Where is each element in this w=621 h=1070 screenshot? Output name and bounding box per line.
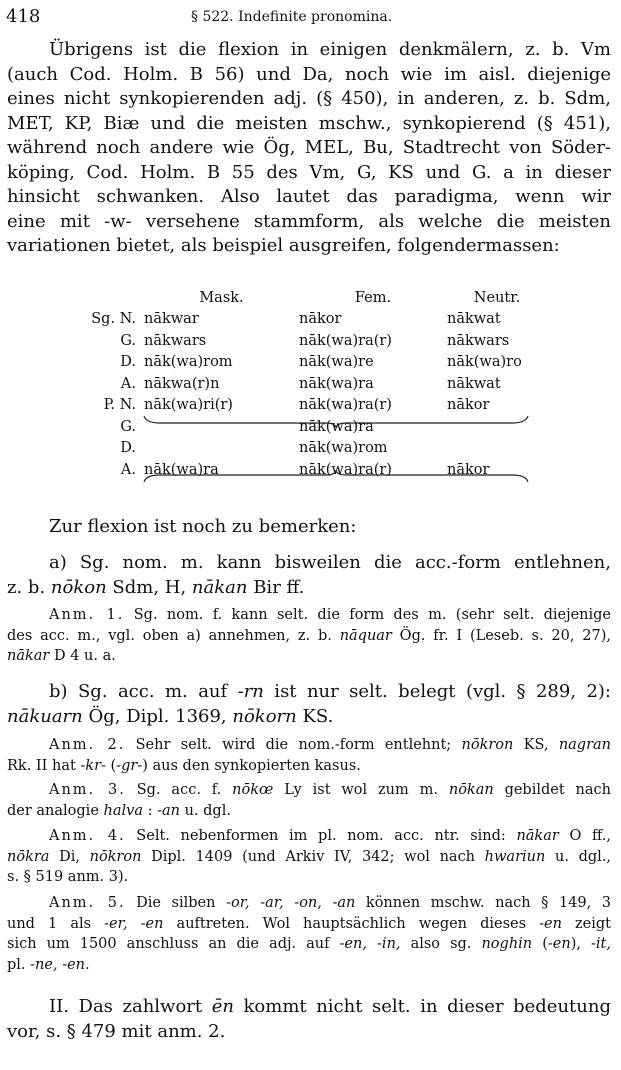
anmerkung-3: Anm. 3. Sg. acc. f. nōkœ Ly ist wol zum m. nōkan gebildet nach der analogie halva : -an u. dgl. (7, 782, 611, 819)
form-fem: nākor (299, 311, 342, 328)
paradigm-row (70, 373, 547, 395)
form-fem: nāk(wa)ra (299, 418, 374, 435)
paradigm-table (70, 287, 547, 481)
form-fem: nāk(wa)ra (299, 375, 374, 392)
case-label: Sg. N. (91, 311, 136, 328)
form-fem: nāk(wa)rom (299, 440, 388, 457)
anmerkung-4: Anm. 4. Selt. nebenformen im pl. nom. acc. ntr. sind: nākar O ff., nōkra Di, nōkron Dipl. 1409 (und Arkiv IV, 342; wol nach hwariun u. dgl., s. § 519 anm. 3). (7, 828, 611, 885)
anmerkung-5: Anm. 5. Die silben -or, -ar, -on, -an können mschw. nach § 149, 3 und 1 als -er, -en auftreten. Wol hauptsächlich wegen dieses -en zeigt sich um 1500 anschluss an die adj. auf -en, -in, also sg. noghin (-en), -it, pl. -ne, -en. (7, 895, 612, 973)
intro-line: eines nicht synkopierenden adj. (§ 450), in anderen, z. b. Sdm, (7, 88, 611, 109)
anmerkung-2: Anm. 2. Sehr selt. wird die nom.-form entlehnt; nōkron KS, nagran Rk. II hat -kr- (-gr-) aus den synkopierten kasus. (7, 737, 611, 774)
paradigm-row (70, 309, 547, 331)
form-fem: nāk(wa)ra(r) (299, 397, 392, 414)
intro-line: variationen bietet, als beispiel ausgreifen, folgendermassen: (7, 235, 560, 256)
form-neutr: nākor (447, 397, 490, 414)
form-mask: nāk(wa)ri(r) (144, 397, 233, 414)
column-header-neutr: Neutr. (473, 289, 521, 306)
form-mask: nākwars (144, 332, 207, 349)
case-label: P. N. (103, 397, 136, 414)
paradigm-row (70, 352, 547, 374)
intro-line: (auch Cod. Holm. B 56) und Da, noch wie im aisl. diejenige (7, 63, 611, 85)
form-fem: nāk(wa)re (299, 354, 374, 371)
form-mask: nāk(wa)rom (144, 354, 233, 371)
case-label: G. (120, 418, 136, 435)
section-b: b) Sg. acc. m. auf -rn ist nur selt. belegt (vgl. § 289, 2): nākuarn Ög, Dipl. 1369, nōkorn KS. (7, 681, 611, 727)
case-label: D. (120, 440, 136, 457)
brace-upper (140, 414, 530, 428)
paradigm-header-row (70, 287, 547, 309)
section-a-line: z. b. nōkon Sdm, H, nākan Bir ff. (7, 576, 305, 598)
column-header-fem: Fem. (354, 289, 392, 306)
form-neutr: nāk(wa)ro (447, 354, 522, 371)
form-neutr: nākwat (447, 375, 501, 392)
paradigm-row (70, 438, 547, 460)
intro-line: Übrigens ist die flexion in einigen denkmälern, z. b. Vm (49, 39, 611, 60)
intro-line: eine mit -w- versehene stammform, als welche die meisten (7, 210, 611, 232)
anmerkung-1: Anm. 1. Sg. nom. f. kann selt. die form des m. (sehr selt. diejenige des acc. m., vgl. oben a) annehmen, z. b. nāquar Ög. fr. I (Leseb. s. 20, 27), nākar D 4 u. a. (7, 607, 611, 664)
anm-label: Anm. 1. (49, 607, 125, 623)
form-neutr: nākwat (447, 311, 501, 328)
intro-line: hinsicht schwanken. Also lautet das paradigma, wenn wir (7, 186, 611, 207)
form-fem: nāk(wa)ra(r) (299, 332, 392, 349)
form-mask (144, 438, 299, 460)
anm-label: Anm. 3. (49, 782, 126, 798)
case-label: G. (120, 332, 136, 349)
remarks-heading: Zur flexion ist noch zu bemerken: (49, 516, 357, 537)
section-a (7, 551, 611, 600)
case-label: A. (120, 461, 136, 478)
paradigm-row (70, 395, 547, 417)
brace-lower (140, 470, 530, 484)
running-title: § 522. Indefinite pronomina. (191, 9, 393, 25)
intro-line: köping, Cod. Holm. B 55 des Vm, G, KS und G. a in dieser (7, 161, 611, 183)
intro-line: während noch andere wie Ög, MEL, Bu, Stadtrecht von Söder- (7, 137, 611, 158)
section-ii: II. Das zahlwort ēn kommt nicht selt. in dieser bedeutung vor, s. § 479 mit anm. 2. (7, 996, 611, 1042)
intro-line: MET, KP, Biæ und die meisten mschw., synkopierend (§ 451), (7, 112, 611, 134)
section-a-line: a) Sg. nom. m. kann bisweilen die acc.-form entlehnen, (49, 552, 611, 573)
form-neutr: nākwars (447, 332, 510, 349)
page-number: 418 (6, 6, 41, 27)
remarks-heading-block (7, 515, 611, 540)
page-header (6, 6, 613, 30)
form-mask: nākwar (144, 311, 199, 328)
anm-label: Anm. 5. (49, 895, 126, 911)
intro-paragraph (7, 38, 611, 259)
form-neutr (447, 438, 547, 460)
form-mask: nākwa(r)n (144, 375, 220, 392)
form-neutr: nākor (447, 461, 490, 478)
form-fem: nāk(wa)ra(r) (299, 461, 392, 478)
case-label: D. (120, 354, 136, 371)
column-header-mask: Mask. (199, 289, 244, 306)
case-label: A. (120, 375, 136, 392)
form-mask: nāk(wa)ra (144, 461, 219, 478)
anm-label: Anm. 2. (49, 737, 126, 753)
anm-label: Anm. 4. (49, 828, 126, 844)
paradigm-row (70, 330, 547, 352)
